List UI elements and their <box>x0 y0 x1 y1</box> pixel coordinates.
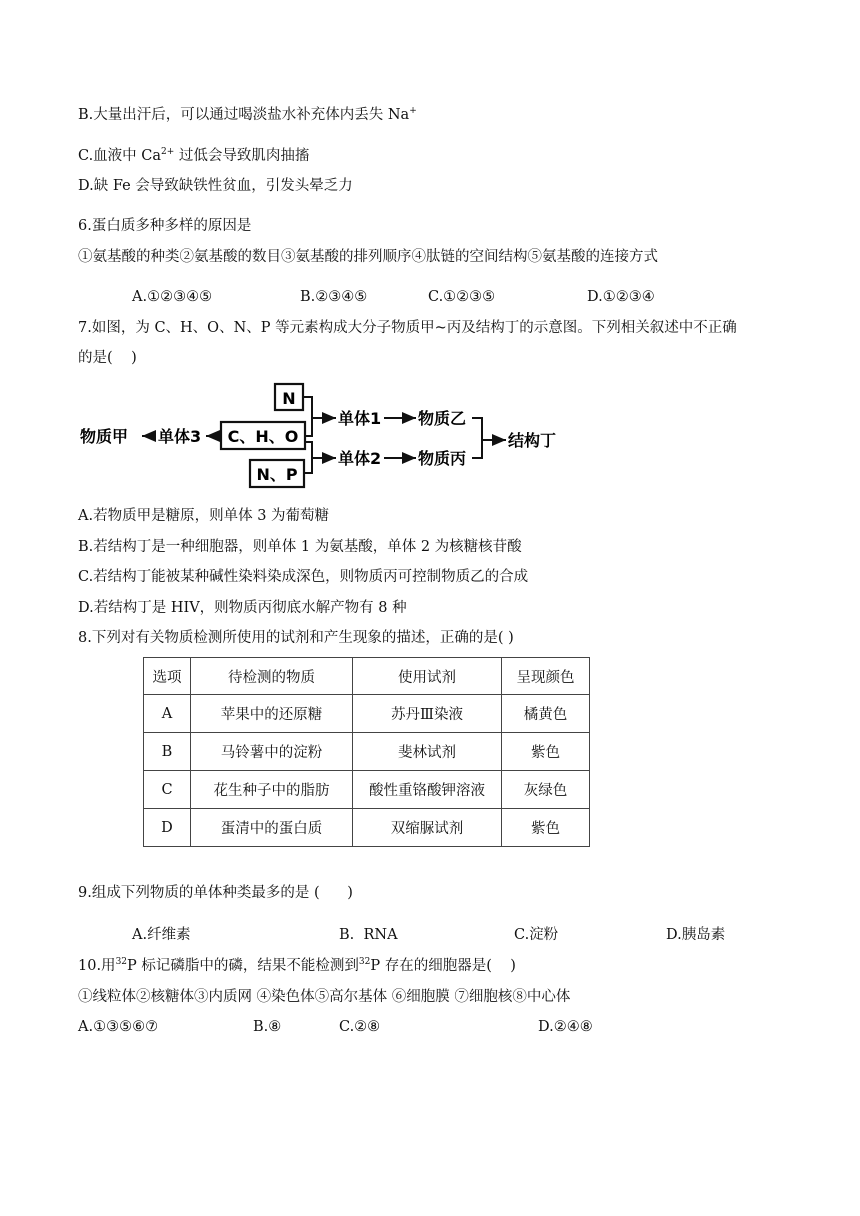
q5-option-c-tail: 过低会导致肌肉抽搐 <box>174 148 310 164</box>
q7-option-a: A.若物质甲是糖原，则单体 3 为葡萄糖 <box>78 508 330 524</box>
q9-option-b: B. RNA <box>339 927 398 943</box>
table-row <box>144 809 590 847</box>
q6-items: ①氨基酸的种类②氨基酸的数目③氨基酸的排列顺序④肽链的空间结构⑤氨基酸的连接方式 <box>78 249 658 265</box>
q7-option-d: D.若结构丁是 HIV，则物质丙彻底水解产物有 8 种 <box>78 600 407 616</box>
table-cell: 橘黄色 <box>502 695 590 733</box>
label-substance-b: 物质乙 <box>418 409 467 428</box>
table-cell: 酸性重铬酸钾溶液 <box>353 771 502 809</box>
label-np: N、P <box>256 465 298 484</box>
table-cell: 花生种子中的脂肪 <box>191 771 353 809</box>
table-cell: 灰绿色 <box>502 771 590 809</box>
q5-option-c-text: C.血液中 Ca <box>78 148 162 164</box>
bracket-right <box>472 418 482 458</box>
label-structure-d: 结构丁 <box>508 431 557 450</box>
label-monomer3: 单体3 <box>158 427 202 446</box>
label-monomer1: 单体1 <box>338 409 382 428</box>
q6-option-d: D.①②③④ <box>587 289 655 305</box>
q8-table <box>143 657 590 847</box>
q6-option-a: A.①②③④⑤ <box>132 289 213 305</box>
table-header-cell: 使用试剂 <box>353 658 502 695</box>
q10-option-c: C.②⑧ <box>339 1019 381 1035</box>
table-row <box>144 733 590 771</box>
table-cell: C <box>144 771 191 809</box>
q10-option-b: B.⑧ <box>253 1019 282 1035</box>
table-cell: 双缩脲试剂 <box>353 809 502 847</box>
q5-option-c-charge: 2+ <box>161 147 175 157</box>
q10-option-a: A.①③⑤⑥⑦ <box>78 1019 159 1035</box>
q9-option-a: A.纤维素 <box>132 927 191 943</box>
table-cell: 马铃薯中的淀粉 <box>191 733 353 771</box>
table-row <box>144 771 590 809</box>
q5-option-b-charge: + <box>409 106 417 116</box>
q10-stem-middle: P 标记磷脂中的磷，结果不能检测到 <box>127 958 359 974</box>
table-cell: D <box>144 809 191 847</box>
table-cell: 斐林试剂 <box>353 733 502 771</box>
q10-stem <box>78 956 516 976</box>
q6-option-c: C.①②③⑤ <box>428 289 496 305</box>
table-header-cell: 选项 <box>144 658 191 695</box>
q10-stem-end: P 存在的细胞器是( ) <box>370 958 516 974</box>
table-cell: 紫色 <box>502 733 590 771</box>
table-cell: 蛋清中的蛋白质 <box>191 809 353 847</box>
q8-stem: 8.下列对有关物质检测所使用的试剂和产生现象的描述，正确的是( ) <box>78 630 514 646</box>
q6-stem: 6.蛋白质多种多样的原因是 <box>78 218 252 234</box>
table-row <box>144 695 590 733</box>
q10-items: ①线粒体②核糖体③内质网 ④染色体⑤高尔基体 ⑥细胞膜 ⑦细胞核⑧中心体 <box>78 989 571 1005</box>
label-n: N <box>282 389 296 408</box>
q9-stem: 9.组成下列物质的单体种类最多的是 ( ) <box>78 885 353 901</box>
q9-option-d: D.胰岛素 <box>666 927 726 943</box>
table-cell: A <box>144 695 191 733</box>
q7-diagram-svg <box>78 378 598 496</box>
q7-stem-line1: 7.如图，为 C、H、O、N、P 等元素构成大分子物质甲~丙及结构丁的示意图。下列相关叙述中不正确 <box>78 320 737 336</box>
q10-isotope-mass-2: 32 <box>358 957 371 967</box>
q7-option-b: B.若结构丁是一种细胞器，则单体 1 为氨基酸，单体 2 为核糖核苷酸 <box>78 539 522 555</box>
label-substance-c: 物质丙 <box>418 449 467 468</box>
table-cell: 苹果中的还原糖 <box>191 695 353 733</box>
q9-option-c: C.淀粉 <box>514 927 559 943</box>
q6-option-b: B.②③④⑤ <box>300 289 368 305</box>
q5-option-c <box>78 146 309 166</box>
q10-option-d: D.②④⑧ <box>538 1019 593 1035</box>
q5-option-d: D.缺 Fe 会导致缺铁性贫血，引发头晕乏力 <box>78 178 353 194</box>
table-header-row <box>144 658 590 695</box>
q7-diagram <box>78 378 598 496</box>
table-header-cell: 呈现颜色 <box>502 658 590 695</box>
q7-stem-line2: 的是( ) <box>78 350 137 366</box>
table-cell: 苏丹Ⅲ染液 <box>353 695 502 733</box>
table-header-cell: 待检测的物质 <box>191 658 353 695</box>
q7-option-c: C.若结构丁能被某种碱性染料染成深色，则物质丙可控制物质乙的合成 <box>78 569 529 585</box>
label-cho: C、H、O <box>227 427 299 446</box>
table-cell: 紫色 <box>502 809 590 847</box>
label-monomer2: 单体2 <box>338 449 382 468</box>
q10-stem-start: 10.用 <box>78 958 116 974</box>
table-cell: B <box>144 733 191 771</box>
q10-isotope-mass: 32 <box>115 957 128 967</box>
label-substance-a: 物质甲 <box>80 427 129 446</box>
q5-option-b <box>78 105 417 125</box>
q5-option-b-text: B.大量出汗后，可以通过喝淡盐水补充体内丢失 Na <box>78 107 410 123</box>
